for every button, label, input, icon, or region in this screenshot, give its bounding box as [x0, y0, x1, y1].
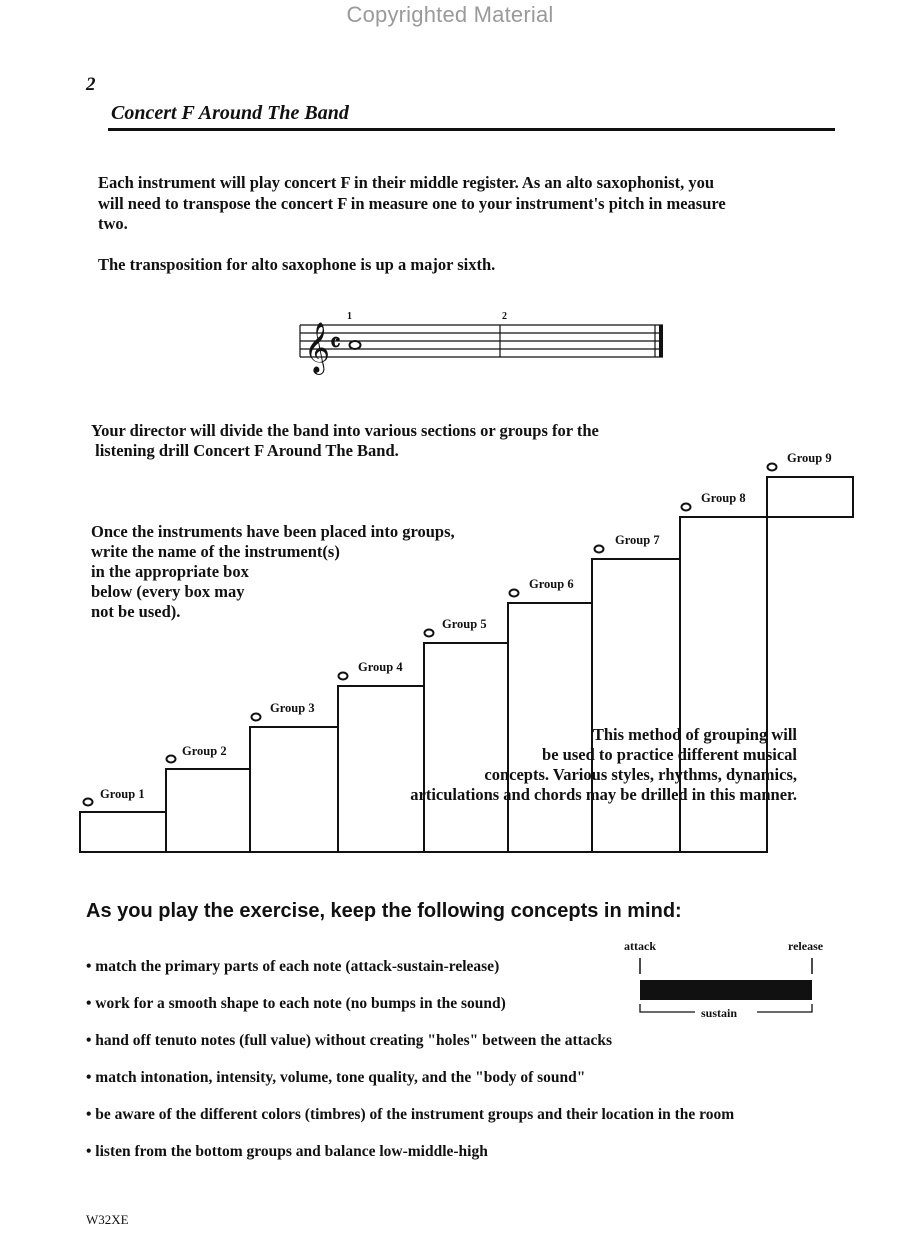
group-note-9: [768, 464, 777, 471]
list-item: • listen from the bottom groups and balance low-middle-high: [86, 1143, 488, 1160]
group-note-7: [595, 546, 604, 553]
method-line: This method of grouping will: [592, 725, 797, 744]
list-item: • match intonation, intensity, volume, tone quality, and the "body of sound": [86, 1069, 586, 1086]
sustain-label: sustain: [701, 1006, 738, 1020]
instructions-line: in the appropriate box: [91, 562, 249, 581]
group-label-1: Group 1: [100, 787, 145, 801]
group-label-2: Group 2: [182, 744, 227, 758]
intro-line: Each instrument will play concert F in their middle register. As an alto saxophonist, you: [98, 173, 715, 192]
group-label-9: Group 9: [787, 451, 832, 465]
transposition-note: The transposition for alto saxophone is up a major sixth.: [98, 255, 496, 274]
instructions-line: write the name of the instrument(s): [91, 542, 340, 561]
intro-paragraph: [98, 173, 858, 235]
group-note-4: [339, 673, 348, 680]
sustain-bar: [640, 980, 812, 1000]
page-number: 2: [86, 74, 96, 95]
group-note-6: [510, 590, 519, 597]
method-line: concepts. Various styles, rhythms, dynamics,: [484, 765, 797, 784]
group-label-4: Group 4: [358, 660, 403, 674]
method-paragraph: [300, 725, 797, 805]
whole-note-f: [350, 341, 361, 349]
release-label: release: [788, 939, 824, 953]
title-rule: [108, 128, 835, 131]
intro-line: two.: [98, 214, 128, 233]
instructions-line: Once the instruments have been placed into groups,: [91, 522, 455, 541]
copyright-watermark: Copyrighted Material: [346, 2, 554, 27]
note-shape-diagram: [600, 932, 850, 1022]
instructions-line: not be used).: [91, 602, 181, 621]
group-label-6: Group 6: [529, 577, 574, 591]
instructions-line: below (every box may: [91, 582, 245, 601]
group-label-8: Group 8: [701, 491, 746, 505]
measure-number-2: 2: [502, 311, 507, 322]
list-item: • be aware of the different colors (timbres) of the instrument groups and their location in the room: [86, 1106, 735, 1123]
director-line: listening drill Concert F Around The Band.: [91, 441, 399, 460]
group-note-5: [425, 630, 434, 637]
group-box-9[interactable]: [767, 477, 853, 517]
group-note-3: [252, 714, 261, 721]
group-staircase: [0, 440, 900, 870]
group-label-3: Group 3: [270, 701, 315, 715]
page-title: Concert F Around The Band: [111, 102, 349, 124]
list-item: • work for a smooth shape to each note (no bumps in the sound): [86, 995, 506, 1012]
director-line: Your director will divide the band into various sections or groups for the: [91, 421, 599, 440]
time-signature-icon: 𝄴: [330, 331, 341, 357]
group-box-1[interactable]: [80, 812, 166, 852]
group-note-1: [84, 799, 93, 806]
footer-code: W32XE: [86, 1212, 129, 1227]
music-staff: [290, 305, 680, 375]
group-box-2[interactable]: [166, 769, 250, 852]
group-label-5: Group 5: [442, 617, 487, 631]
attack-label: attack: [624, 939, 656, 953]
group-label-7: Group 7: [615, 533, 660, 547]
list-item: • hand off tenuto notes (full value) without creating "holes" between the attacks: [86, 1032, 613, 1049]
intro-line: will need to transpose the concert F in measure one to your instrument's pitch in measure: [98, 193, 726, 213]
treble-clef-icon: 𝄞: [304, 323, 331, 372]
method-line: be used to practice different musical: [542, 745, 797, 764]
concepts-heading: As you play the exercise, keep the following concepts in mind:: [86, 900, 682, 922]
group-box-7[interactable]: [592, 559, 680, 852]
measure-number-1: 1: [347, 311, 352, 322]
method-line: articulations and chords may be drilled in this manner.: [410, 785, 797, 804]
group-note-8: [682, 504, 691, 511]
list-item: • match the primary parts of each note (attack-sustain-release): [86, 958, 500, 975]
group-note-2: [167, 756, 176, 763]
